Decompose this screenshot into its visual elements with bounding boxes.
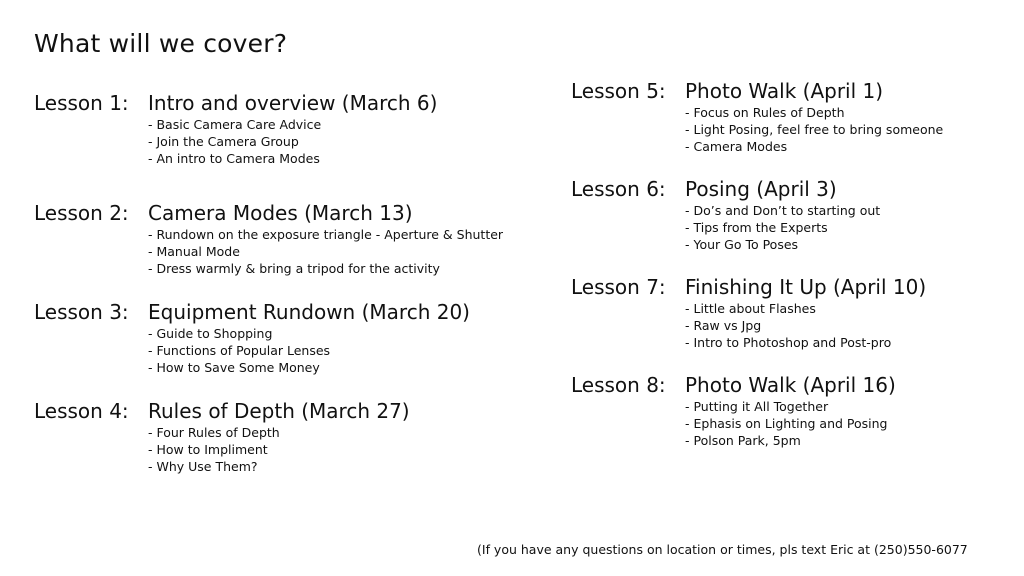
list-item: - Manual Mode <box>148 244 240 259</box>
page-title: What will we cover? <box>34 29 288 58</box>
list-item: - Why Use Them? <box>148 459 258 474</box>
lesson-heading <box>34 299 534 325</box>
list-item: - Do’s and Don’t to starting out <box>685 203 881 218</box>
lesson-number: Lesson 1: <box>34 91 129 115</box>
list-item: - Tips from the Experts <box>685 220 828 235</box>
lesson-title: Camera Modes (March 13) <box>148 201 413 225</box>
list-item: - Functions of Popular Lenses <box>148 343 331 358</box>
lesson-topics <box>34 226 534 277</box>
list-item: - Little about Flashes <box>685 301 816 316</box>
lesson-7 <box>571 274 1011 372</box>
list-item: - Putting it All Together <box>685 399 829 414</box>
list-item: - Guide to Shopping <box>148 326 273 341</box>
lesson-3 <box>34 299 534 398</box>
list-item: - Focus on Rules of Depth <box>685 105 845 120</box>
lesson-title: Rules of Depth (March 27) <box>148 399 410 423</box>
lesson-topics <box>34 325 534 376</box>
list-item: - An intro to Camera Modes <box>148 151 320 166</box>
lesson-number: Lesson 6: <box>571 177 666 201</box>
lesson-title: Photo Walk (April 16) <box>685 373 896 397</box>
lesson-title: Intro and overview (March 6) <box>148 91 438 115</box>
list-item: - Four Rules of Depth <box>148 425 280 440</box>
lesson-heading <box>571 78 1011 104</box>
lesson-heading <box>571 372 1011 398</box>
list-item: - Dress warmly & bring a tripod for the activity <box>148 261 440 276</box>
lesson-1 <box>34 90 534 200</box>
list-item: - How to Save Some Money <box>148 360 320 375</box>
lesson-6 <box>571 176 1011 274</box>
lesson-number: Lesson 8: <box>571 373 666 397</box>
lesson-number: Lesson 3: <box>34 300 129 324</box>
lesson-topics <box>34 424 534 475</box>
contact-note: (If you have any questions on location or times, pls text Eric at (250)550-6077 <box>477 542 968 557</box>
lesson-number: Lesson 7: <box>571 275 666 299</box>
lesson-8 <box>571 372 1011 470</box>
lesson-number: Lesson 4: <box>34 399 129 423</box>
list-item: - Intro to Photoshop and Post-pro <box>685 335 892 350</box>
lessons-right-column <box>571 78 1011 470</box>
list-item: - Ephasis on Lighting and Posing <box>685 416 888 431</box>
lesson-number: Lesson 2: <box>34 201 129 225</box>
list-item: - Camera Modes <box>685 139 788 154</box>
lesson-title: Finishing It Up (April 10) <box>685 275 927 299</box>
list-item: - Polson Park, 5pm <box>685 433 801 448</box>
lesson-topics <box>571 202 1011 253</box>
lesson-topics <box>571 300 1011 351</box>
lesson-heading <box>571 274 1011 300</box>
lesson-heading <box>34 90 534 116</box>
list-item: - Join the Camera Group <box>148 134 299 149</box>
lesson-topics <box>571 104 1011 155</box>
lesson-heading <box>571 176 1011 202</box>
list-item: - Rundown on the exposure triangle - Aperture & Shutter <box>148 227 504 242</box>
lesson-number: Lesson 5: <box>571 79 666 103</box>
lesson-heading <box>34 398 534 424</box>
lesson-topics <box>571 398 1011 449</box>
list-item: - Your Go To Poses <box>685 237 799 252</box>
list-item: - Light Posing, feel free to bring someone <box>685 122 944 137</box>
lesson-title: Posing (April 3) <box>685 177 837 201</box>
lesson-heading <box>34 200 534 226</box>
lesson-title: Photo Walk (April 1) <box>685 79 884 103</box>
list-item: - How to Impliment <box>148 442 268 457</box>
lesson-2 <box>34 200 534 299</box>
lesson-4 <box>34 398 534 497</box>
lessons-left-column <box>34 90 534 497</box>
lesson-topics <box>34 116 534 167</box>
list-item: - Raw vs Jpg <box>685 318 762 333</box>
lesson-title: Equipment Rundown (March 20) <box>148 300 470 324</box>
lesson-5 <box>571 78 1011 176</box>
list-item: - Basic Camera Care Advice <box>148 117 322 132</box>
